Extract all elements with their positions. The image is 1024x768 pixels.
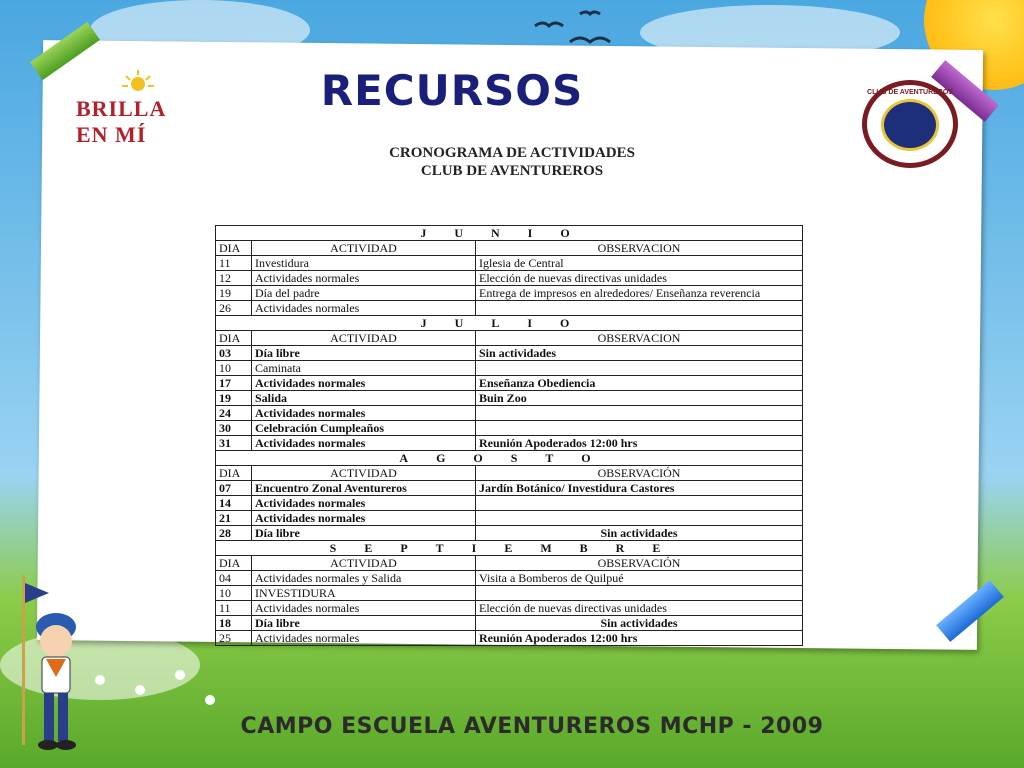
col-observacion: OBSERVACION [476,241,803,256]
birds-icon [530,8,620,48]
col-dia: DIA [216,331,252,346]
col-dia: DIA [216,556,252,571]
table-row: 19 Día del padre Entrega de impresos en alrededores/ Enseñanza reverencia [216,286,803,301]
month-row [216,541,803,556]
col-actividad: ACTIVIDAD [252,331,476,346]
table-row: 31 Actividades normales Reunión Apoderados 12:00 hrs [216,436,803,451]
table-row: 28 Día libre Sin actividades [216,526,803,541]
col-actividad: ACTIVIDAD [252,466,476,481]
table-row: 10 Caminata [216,361,803,376]
header-row [216,466,803,481]
logo-text: BRILLA EN MÍ [76,96,166,147]
table-row: 25 Actividades normales Reunión Apoderados 12:00 hrs [216,631,803,646]
header-row [216,556,803,571]
table-row: 17 Actividades normales Enseñanza Obediencia [216,376,803,391]
table-row: 04 Actividades normales y Salida Visita a Bomberos de Quilpué [216,571,803,586]
header-row [216,331,803,346]
month-row [216,316,803,331]
table-row: 10 INVESTIDURA [216,586,803,601]
col-actividad: ACTIVIDAD [252,556,476,571]
col-observacion: OBSERVACIÓN [476,556,803,571]
month-septiembre: SEPTIEMBRE [216,541,803,556]
month-junio: JUNIO [216,226,803,241]
col-dia: DIA [216,466,252,481]
table-row: 18 Día libre Sin actividades [216,616,803,631]
month-row [216,451,803,466]
col-actividad: ACTIVIDAD [252,241,476,256]
table-row: 14 Actividades normales [216,496,803,511]
table-row: 03 Día libre Sin actividades [216,346,803,361]
table-row: 11 Actividades normales Elección de nuevas directivas unidades [216,601,803,616]
col-observacion: OBSERVACIÓN [476,466,803,481]
table-row: 21 Actividades normales [216,511,803,526]
month-julio: JULIO [216,316,803,331]
table-row: 11 Investidura Iglesia de Central [216,256,803,271]
col-observacion: OBSERVACION [476,331,803,346]
heading-line-1: CRONOGRAMA DE ACTIVIDADES [389,145,635,161]
table-row: 12 Actividades normales Elección de nuevas directivas unidades [216,271,803,286]
table-row: 24 Actividades normales [216,406,803,421]
month-row [216,226,803,241]
document-heading [0,144,1024,180]
table-row: 26 Actividades normales [216,301,803,316]
footer-text: CAMPO ESCUELA AVENTUREROS MCHP - 2009 [240,714,824,739]
col-dia: DIA [216,241,252,256]
slide-title: RECURSOS [320,66,584,115]
table-row: 07 Encuentro Zonal Aventureros Jardín Botánico/ Investidura Castores [216,481,803,496]
header-row [216,241,803,256]
heading-line-2: CLUB DE AVENTUREROS [420,163,604,179]
badge-text: CLUB DE AVENTUREROS [867,89,953,96]
flowers-decoration [80,660,230,720]
month-agosto: AGOSTO [216,451,803,466]
table-row: 30 Celebración Cumpleaños [216,421,803,436]
table-row: 19 Salida Buin Zoo [216,391,803,406]
schedule-table [215,225,803,646]
